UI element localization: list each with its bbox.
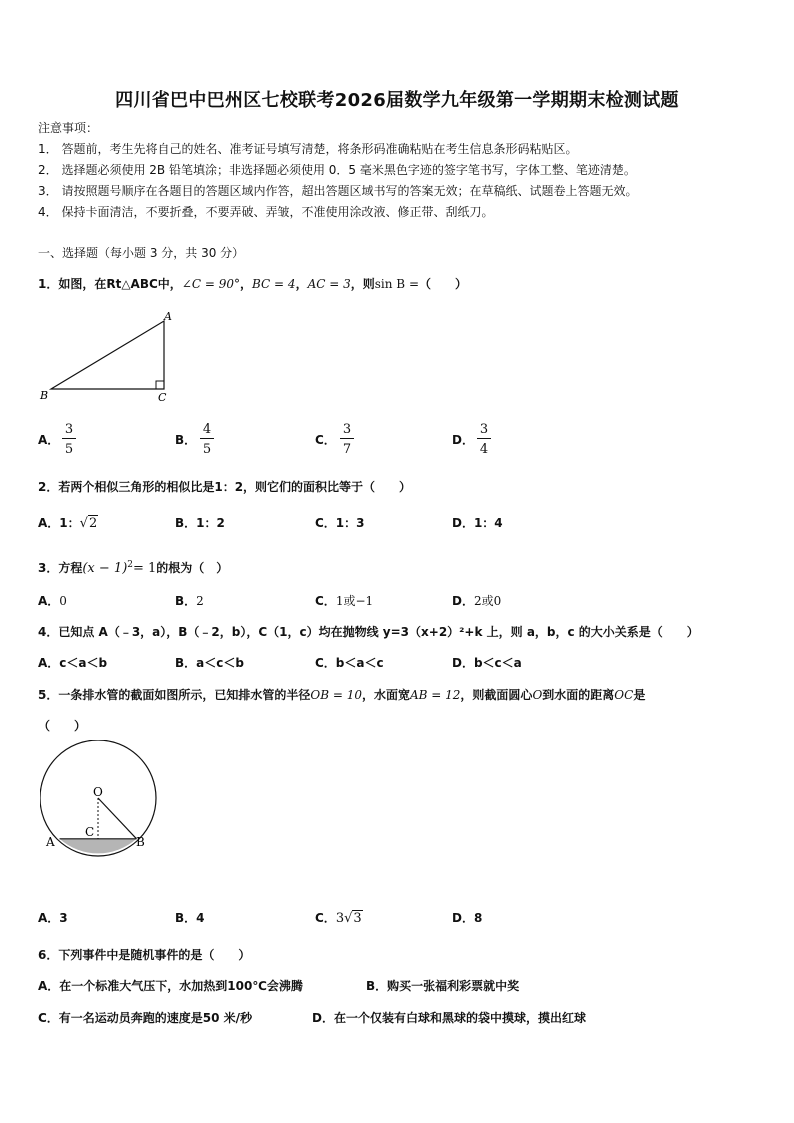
q1-option-c-fraction bbox=[340, 421, 354, 458]
q1-option-a-fraction bbox=[62, 421, 76, 458]
denominator: 4 bbox=[479, 442, 489, 457]
coefficient: 3 bbox=[335, 911, 345, 926]
q4-option-b: B．a＜c＜b bbox=[175, 656, 244, 670]
q3-option-c bbox=[315, 593, 373, 609]
numerator: 3 bbox=[479, 422, 489, 437]
option-value: 2或0 bbox=[473, 594, 502, 608]
q1-sep: ， bbox=[240, 277, 253, 291]
denominator: 7 bbox=[342, 442, 352, 457]
denominator: 5 bbox=[64, 442, 74, 457]
question-1-stem bbox=[38, 276, 467, 292]
note-item: 3． 请按照题号顺序在各题目的答题区域内作答，超出答题区域书写的答案无效；在草稿纸、试题卷上答题无效。 bbox=[38, 184, 638, 198]
q2-option-b: B．1：2 bbox=[175, 516, 225, 530]
q2-option-a bbox=[38, 515, 98, 532]
q5-option-a: A．3 bbox=[38, 911, 68, 925]
q3-option-b bbox=[175, 593, 204, 609]
right-triangle-figure bbox=[36, 308, 176, 404]
foot-label-c: C bbox=[85, 825, 95, 839]
option-label: B． bbox=[175, 594, 197, 608]
question-5-stem bbox=[38, 687, 645, 703]
radicand: 2 bbox=[88, 516, 98, 531]
q1-paren: （ ） bbox=[419, 277, 468, 291]
q5-text: 是 bbox=[633, 688, 646, 702]
q1-option-b-fraction bbox=[200, 421, 214, 458]
vertex-label-a: A bbox=[164, 310, 172, 323]
point-label-b: B bbox=[136, 835, 145, 849]
pipe-cross-section-figure bbox=[40, 740, 160, 860]
option-label: A．1： bbox=[38, 516, 80, 530]
q4-option-d: D．b＜c＜a bbox=[452, 656, 522, 670]
question-5-paren: （ ） bbox=[38, 719, 87, 733]
option-value: 2 bbox=[196, 594, 204, 608]
q1-angle: ∠C = 90° bbox=[181, 277, 240, 291]
q3-equals: = 1 bbox=[133, 561, 157, 576]
notes-heading: 注意事项： bbox=[38, 121, 99, 135]
numerator: 3 bbox=[342, 422, 352, 437]
page-title: 四川省巴中巴州区七校联考2026届数学九年级第一学期期末检测试题 bbox=[115, 90, 679, 111]
q1-sep: ， bbox=[295, 277, 308, 291]
section-heading: 一、选择题（每小题 3 分，共 30 分） bbox=[38, 246, 245, 260]
q4-option-c: C．b＜a＜c bbox=[315, 656, 384, 670]
vertex-label-b: B bbox=[40, 389, 49, 402]
sqrt-expression: √2 bbox=[79, 516, 98, 531]
radicand: 3 bbox=[353, 911, 362, 926]
q6-option-a: A．在一个标准大气压下，水加热到100℃会沸腾 bbox=[38, 979, 303, 993]
q1-sinb: sin B = bbox=[374, 277, 419, 291]
q2-option-d: D．1：4 bbox=[452, 516, 503, 530]
point-label-a: A bbox=[46, 835, 55, 849]
q5-o: O bbox=[532, 688, 543, 702]
q1-bc: BC = 4 bbox=[252, 277, 296, 291]
denominator: 5 bbox=[202, 442, 212, 457]
q5-oc: OC bbox=[614, 688, 634, 702]
option-label: A． bbox=[38, 594, 60, 608]
q3-option-a bbox=[38, 593, 67, 609]
q5-text: 到水面的距离 bbox=[542, 688, 615, 702]
option-label: C． bbox=[315, 911, 336, 925]
q5-ab: AB = 12 bbox=[409, 688, 461, 702]
q5-option-c bbox=[315, 910, 363, 927]
q5-text: ，水面宽 bbox=[361, 688, 410, 702]
numerator: 3 bbox=[64, 422, 74, 437]
note-item: 4． 保持卡面清洁，不要折叠，不要弄破、弄皱，不准使用涂改液、修正带、刮纸刀。 bbox=[38, 205, 494, 219]
q1-text: ，则 bbox=[350, 277, 375, 291]
question-4-stem: 4．已知点 A（﹣3，a），B（﹣2，b），C（1，c）均在抛物线 y=3（x+2）²+k 上，则 a，b，c 的大小关系是（ ） bbox=[38, 625, 699, 639]
q5-text: ，则截面圆心 bbox=[460, 688, 533, 702]
q3-text: 的根为（ ） bbox=[156, 561, 229, 575]
question-6-stem: 6．下列事件中是随机事件的是（ ） bbox=[38, 948, 251, 962]
q5-option-d: D．8 bbox=[452, 911, 483, 925]
q6-option-d: D．在一个仅装有白球和黑球的袋中摸球，摸出红球 bbox=[312, 1011, 586, 1025]
q6-option-c: C．有一名运动员奔跑的速度是50 米/秒 bbox=[38, 1011, 253, 1025]
q1-option-a-label: A． bbox=[38, 433, 60, 447]
q3-exponent: 2 bbox=[127, 560, 133, 570]
q1-ac: AC = 3 bbox=[307, 277, 351, 291]
q1-option-d-fraction bbox=[477, 421, 491, 458]
q4-option-a: A．c＜a＜b bbox=[38, 656, 108, 670]
q1-option-d-label: D． bbox=[452, 433, 474, 447]
option-value: 0 bbox=[59, 594, 67, 608]
note-item: 2． 选择题必须使用 2B 铅笔填涂；非选择题必须使用 0．5 毫米黑色字迹的签字笔书写，字体工整、笔迹清楚。 bbox=[38, 163, 636, 177]
sqrt-expression: 3√3 bbox=[335, 911, 362, 926]
q3-text: 3．方程 bbox=[38, 561, 83, 575]
option-label: D． bbox=[452, 594, 474, 608]
center-label-o: O bbox=[93, 785, 103, 799]
numerator: 4 bbox=[202, 422, 212, 437]
q1-option-b-label: B． bbox=[175, 433, 197, 447]
option-value: 1或−1 bbox=[335, 594, 374, 608]
q3-expression: (x − 1) bbox=[82, 561, 128, 576]
option-label: C． bbox=[315, 594, 336, 608]
q5-text: 5．一条排水管的截面如图所示，已知排水管的半径 bbox=[38, 688, 311, 702]
q6-option-b: B．购买一张福利彩票就中奖 bbox=[366, 979, 520, 993]
question-2-stem: 2．若两个相似三角形的相似比是1：2，则它们的面积比等于（ ） bbox=[38, 480, 412, 494]
q1-text: 1．如图，在Rt△ABC中， bbox=[38, 277, 182, 291]
q1-option-c-label: C． bbox=[315, 433, 336, 447]
q5-option-b: B．4 bbox=[175, 911, 205, 925]
q3-option-d bbox=[452, 593, 501, 609]
q2-option-c: C．1：3 bbox=[315, 516, 365, 530]
vertex-label-c: C bbox=[158, 391, 167, 404]
question-3-stem bbox=[38, 557, 228, 577]
note-item: 1． 答题前，考生先将自己的姓名、准考证号填写清楚，将条形码准确粘贴在考生信息条形码粘贴区。 bbox=[38, 142, 578, 156]
q5-ob: OB = 10 bbox=[310, 688, 362, 702]
